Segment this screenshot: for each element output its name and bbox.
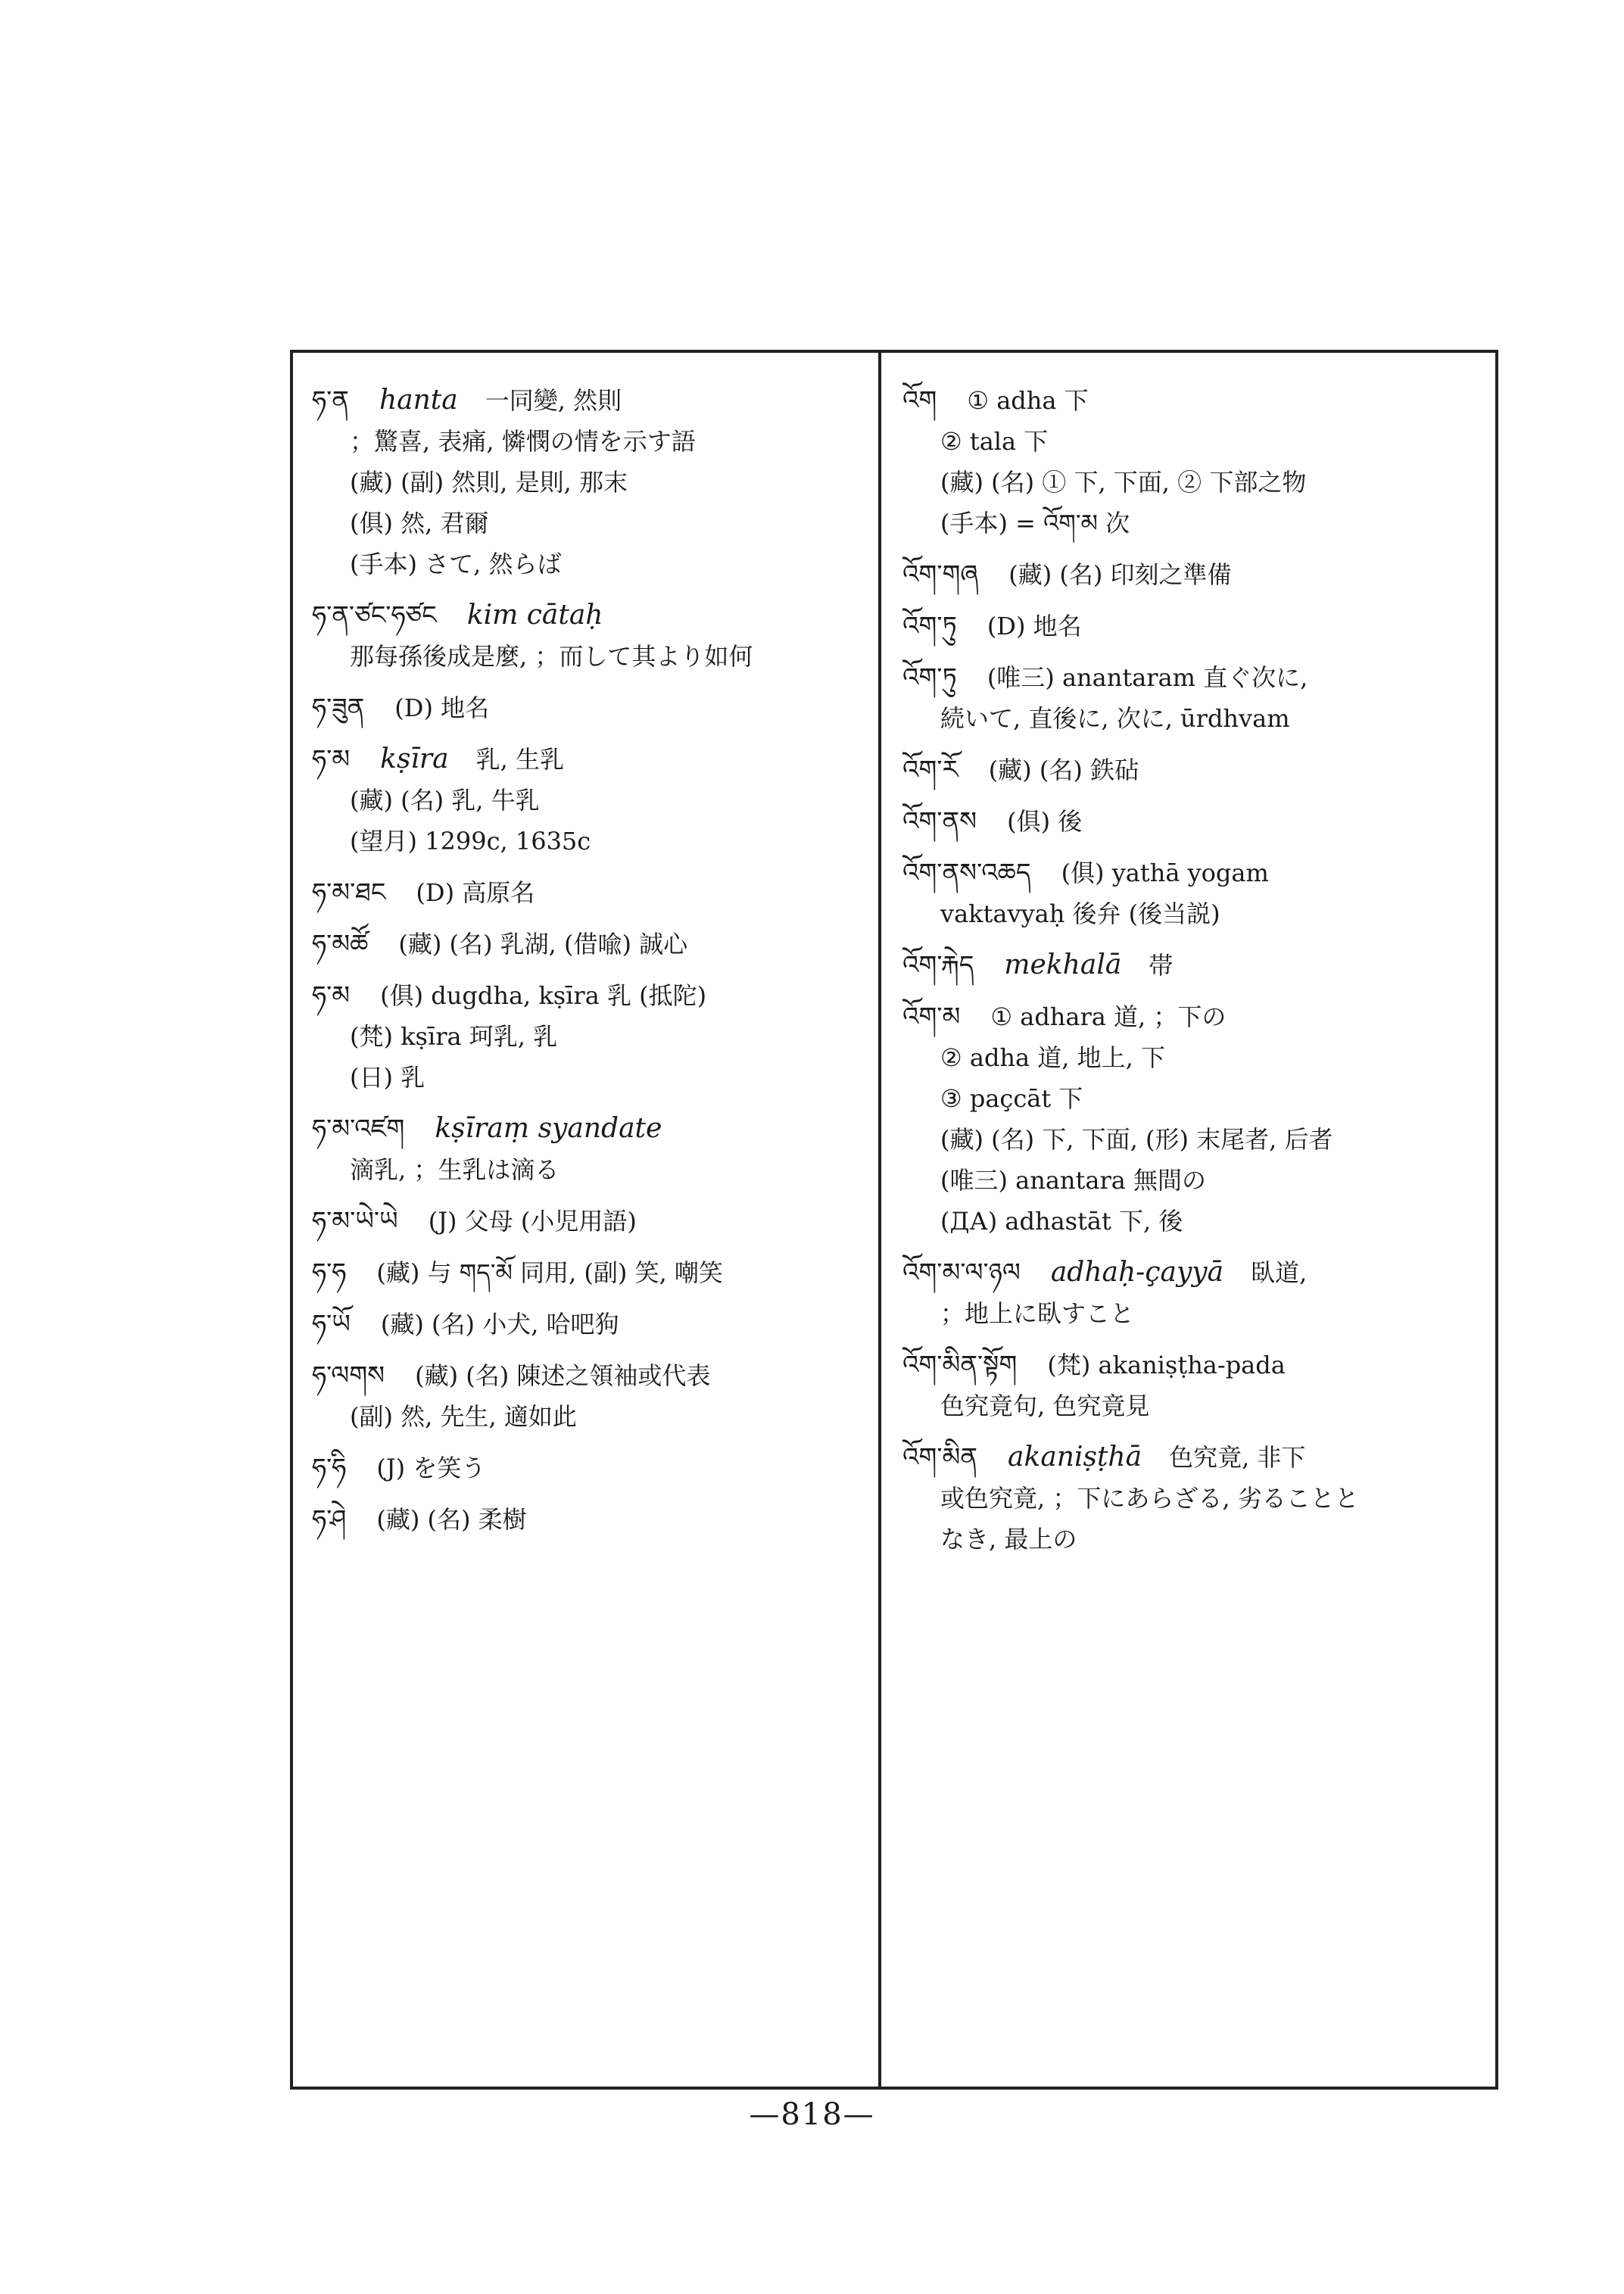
definition-text: (藏) (名) 鉄砧 <box>988 756 1139 784</box>
entry-first-line <box>312 924 871 965</box>
definition-text: 乳, 生乳 <box>475 745 564 774</box>
tibetan-headword: ཧ་ཟུན <box>312 693 365 723</box>
dictionary-entry <box>312 1499 871 1540</box>
entry-first-line <box>312 1252 871 1293</box>
sanskrit-equivalent: kṣīraṃ syandate <box>435 1113 662 1144</box>
dictionary-entry <box>902 996 1488 1242</box>
definition-text: 帯 <box>1149 951 1174 980</box>
tibetan-headword: འོག་ཏུ <box>902 662 957 693</box>
definition-text: 那每孫後成是麼, ；而して其より如何 <box>350 642 753 671</box>
definition-text: (J) 父母 (小児用語) <box>428 1207 637 1236</box>
entry-continuation-line <box>902 503 1488 544</box>
definition-text: なき, 最上の <box>940 1525 1077 1554</box>
definition-text: (ДА) adhastāt 下, 後 <box>940 1207 1183 1236</box>
entry-first-line <box>902 1345 1488 1385</box>
dictionary-entry <box>312 1108 871 1190</box>
tibetan-headword: ཧ་མཚོ <box>312 929 369 959</box>
tibetan-headword: འོག་མིན་སྟོག <box>902 1350 1018 1380</box>
entry-first-line <box>312 739 871 780</box>
entry-first-line <box>902 996 1488 1037</box>
entry-first-line <box>902 554 1488 595</box>
definition-text: (D) 高原名 <box>416 878 535 907</box>
entry-continuation-line <box>902 1078 1488 1119</box>
dictionary-entry <box>902 380 1488 544</box>
definition-text: 色究竟, 非下 <box>1169 1443 1306 1472</box>
definition-text: ① adha 下 <box>967 386 1089 415</box>
right-column <box>881 350 1495 2090</box>
definition-text: (唯三) anantaram 直ぐ次に, <box>987 663 1308 692</box>
definition-text: (藏) (名) 柔樹 <box>376 1505 527 1534</box>
tibetan-headword: ཧ་མ་ཐང <box>312 877 386 908</box>
entry-continuation-line <box>312 636 871 677</box>
definition-text: (手本) さて, 然らば <box>350 550 562 578</box>
definition-text: 滴乳, ；生乳は滴る <box>350 1155 560 1184</box>
entry-continuation-line <box>312 462 871 503</box>
dictionary-entry <box>312 1448 871 1488</box>
definition-text: (藏) (名) 小犬, 哈吧狗 <box>380 1310 619 1339</box>
definition-text: (藏) 与 གད་མོ 同用, (副) 笑, 嘲笑 <box>376 1258 723 1287</box>
sanskrit-equivalent: mekhalā <box>1004 949 1122 980</box>
tibetan-headword: ཧ་ན <box>312 385 349 416</box>
definition-text: (唯三) anantara 無間の <box>940 1166 1207 1195</box>
definition-text: (D) 地名 <box>987 612 1082 641</box>
entry-first-line <box>312 1304 871 1345</box>
entry-continuation-line <box>902 1119 1488 1160</box>
dictionary-entry <box>312 595 871 677</box>
dictionary-entry <box>312 1355 871 1437</box>
entry-continuation-line <box>902 1160 1488 1201</box>
tibetan-headword: ཧ་ཧི <box>312 1453 347 1483</box>
sanskrit-equivalent: kim cātaḥ <box>466 600 603 631</box>
definition-text: (望月) 1299c, 1635c <box>350 827 591 856</box>
entry-continuation-line <box>902 1519 1488 1560</box>
definition-text: (藏) (名) 陳述之領袖或代表 <box>415 1361 711 1390</box>
sanskrit-equivalent: kṣīra <box>380 743 449 775</box>
dictionary-entry <box>312 1201 871 1242</box>
tibetan-headword: ཧ་ཡོ <box>312 1309 351 1339</box>
left-column <box>293 350 878 2090</box>
definition-text: 色究竟句, 色究竟見 <box>940 1392 1150 1420</box>
dictionary-entry <box>902 852 1488 934</box>
entry-first-line <box>902 801 1488 842</box>
entry-continuation-line <box>312 780 871 821</box>
definition-text: (俱) yathā yogam <box>1061 859 1269 887</box>
definition-text: ② tala 下 <box>940 427 1049 456</box>
entry-continuation-line <box>902 462 1488 503</box>
entry-first-line <box>312 1448 871 1488</box>
entry-continuation-line <box>312 1057 871 1098</box>
dictionary-entry <box>902 801 1488 842</box>
tibetan-headword: འོག <box>902 385 937 416</box>
definition-text: (梵) kṣīra 珂乳, 乳 <box>350 1022 558 1051</box>
tibetan-headword: ཧ་མ <box>312 744 351 775</box>
tibetan-headword: འོག་ནས་འཆད <box>902 858 1031 888</box>
tibetan-headword: འོག་མིན <box>902 1442 978 1473</box>
tibetan-headword: འོག་ཏུ <box>902 611 957 641</box>
dictionary-entry <box>312 1252 871 1293</box>
entry-continuation-line <box>902 1385 1488 1426</box>
entry-first-line <box>902 945 1488 986</box>
entry-first-line <box>902 852 1488 893</box>
tibetan-headword: ཧ་ཧ <box>312 1258 347 1288</box>
definition-text: (藏) (名) 乳湖, (借喩) 誠心 <box>398 930 688 958</box>
tibetan-headword: འོག་ནས <box>902 806 977 837</box>
entry-first-line <box>902 380 1488 421</box>
definition-text: ；驚喜, 表痛, 憐憫の情を示す語 <box>350 427 696 456</box>
definition-text: 或色究竟, ；下にあらざる, 劣ることと <box>940 1484 1359 1513</box>
entry-continuation-line <box>312 503 871 544</box>
entry-first-line <box>902 1437 1488 1478</box>
dictionary-entry <box>902 1437 1488 1560</box>
tibetan-headword: ཧ་ཤེ <box>312 1504 347 1535</box>
entry-continuation-line <box>902 1037 1488 1078</box>
entry-continuation-line <box>902 421 1488 462</box>
definition-text: 続いて, 直後に, 次に, ūrdhvam <box>940 704 1290 733</box>
definition-text: ② adha 道, 地上, 下 <box>940 1043 1165 1072</box>
dictionary-entry <box>902 554 1488 595</box>
tibetan-headword: འོག་མ <box>902 1002 961 1032</box>
page-number: —818— <box>749 2097 875 2132</box>
tibetan-headword: ཧ་ན་ཙང་ཧཙང <box>312 600 437 631</box>
definition-text: (藏) (副) 然則, 是則, 那末 <box>350 468 628 497</box>
definition-text: ① adhara 道, ；下の <box>990 1002 1227 1031</box>
dictionary-entry <box>312 687 871 728</box>
tibetan-headword: འོག་རོ <box>902 755 959 785</box>
definition-text: (梵) akaniṣṭha-pada <box>1047 1351 1286 1379</box>
definition-text: (俱) dugdha, kṣīra 乳 (抵陀) <box>380 981 707 1010</box>
entry-first-line <box>312 595 871 636</box>
definition-text: 臥道, <box>1251 1258 1308 1287</box>
tibetan-headword: འོག་མ་ལ་ཉལ <box>902 1258 1021 1288</box>
entry-first-line <box>312 687 871 728</box>
dictionary-entry <box>902 750 1488 790</box>
entry-continuation-line <box>312 1396 871 1437</box>
entry-first-line <box>312 380 871 421</box>
definition-text: ；地上に臥すこと <box>940 1299 1135 1328</box>
entry-first-line <box>312 1499 871 1540</box>
entry-first-line <box>312 1201 871 1242</box>
entry-continuation-line <box>312 1149 871 1190</box>
entry-first-line <box>312 1108 871 1149</box>
sanskrit-equivalent: akaniṣṭhā <box>1008 1442 1142 1473</box>
definition-text: (副) 然, 先生, 適如此 <box>350 1402 577 1431</box>
definition-text: (D) 地名 <box>394 693 490 722</box>
entry-first-line <box>902 606 1488 647</box>
entry-continuation-line <box>312 544 871 584</box>
definition-text: (俱) 然, 君爾 <box>350 509 489 538</box>
entry-first-line <box>312 975 871 1016</box>
tibetan-headword: འོག་གཞ <box>902 559 979 590</box>
entry-first-line <box>902 750 1488 790</box>
dictionary-entry <box>312 924 871 965</box>
definition-text: (俱) 後 <box>1007 807 1083 836</box>
entry-continuation-line <box>312 421 871 462</box>
dictionary-entry <box>902 945 1488 986</box>
entry-first-line <box>312 872 871 913</box>
definition-text: (手本) = འོག་མ 次 <box>940 509 1130 538</box>
dictionary-entry <box>312 739 871 862</box>
tibetan-headword: ཧ་མ <box>312 980 351 1011</box>
entry-continuation-line <box>902 893 1488 934</box>
definition-text: vaktavyaḥ 後弁 (後当説) <box>940 899 1220 928</box>
definition-text: (藏) (名) 乳, 牛乳 <box>350 786 540 815</box>
sanskrit-equivalent: adhaḥ-çayyā <box>1050 1257 1224 1288</box>
definition-text: (藏) (名) ① 下, 下面, ② 下部之物 <box>940 468 1307 497</box>
entry-continuation-line <box>312 1016 871 1057</box>
dictionary-entry <box>312 1304 871 1345</box>
tibetan-headword: ཧ་མ་འཛག <box>312 1114 405 1144</box>
definition-text: 一同變, 然則 <box>485 386 622 415</box>
entry-first-line <box>902 1252 1488 1293</box>
entry-first-line <box>902 657 1488 698</box>
definition-text: ③ paçcāt 下 <box>940 1084 1083 1113</box>
entry-continuation-line <box>902 1478 1488 1519</box>
dictionary-entry <box>312 380 871 584</box>
dictionary-entry <box>902 657 1488 739</box>
entry-continuation-line <box>902 1201 1488 1242</box>
tibetan-headword: ཧ་མ་ཡེ་ཡེ <box>312 1206 398 1236</box>
sanskrit-equivalent: hanta <box>379 385 458 416</box>
definition-text: (日) 乳 <box>350 1063 425 1092</box>
dictionary-entry <box>312 872 871 913</box>
entry-first-line <box>312 1355 871 1396</box>
definition-text: (藏) (名) 下, 下面, (形) 末尾者, 后者 <box>940 1125 1333 1154</box>
tibetan-headword: འོག་རྐེད <box>902 950 974 980</box>
entry-continuation-line <box>902 698 1488 739</box>
definition-text: (藏) (名) 印刻之準備 <box>1008 560 1232 589</box>
tibetan-headword: ཧ་ལགས <box>312 1361 385 1391</box>
definition-text: (J) を笑う <box>376 1454 486 1482</box>
dictionary-entry <box>902 1252 1488 1334</box>
entry-continuation-line <box>902 1293 1488 1334</box>
entry-continuation-line <box>312 821 871 862</box>
dictionary-entry <box>902 606 1488 647</box>
dictionary-entry <box>902 1345 1488 1426</box>
dictionary-entry <box>312 975 871 1098</box>
